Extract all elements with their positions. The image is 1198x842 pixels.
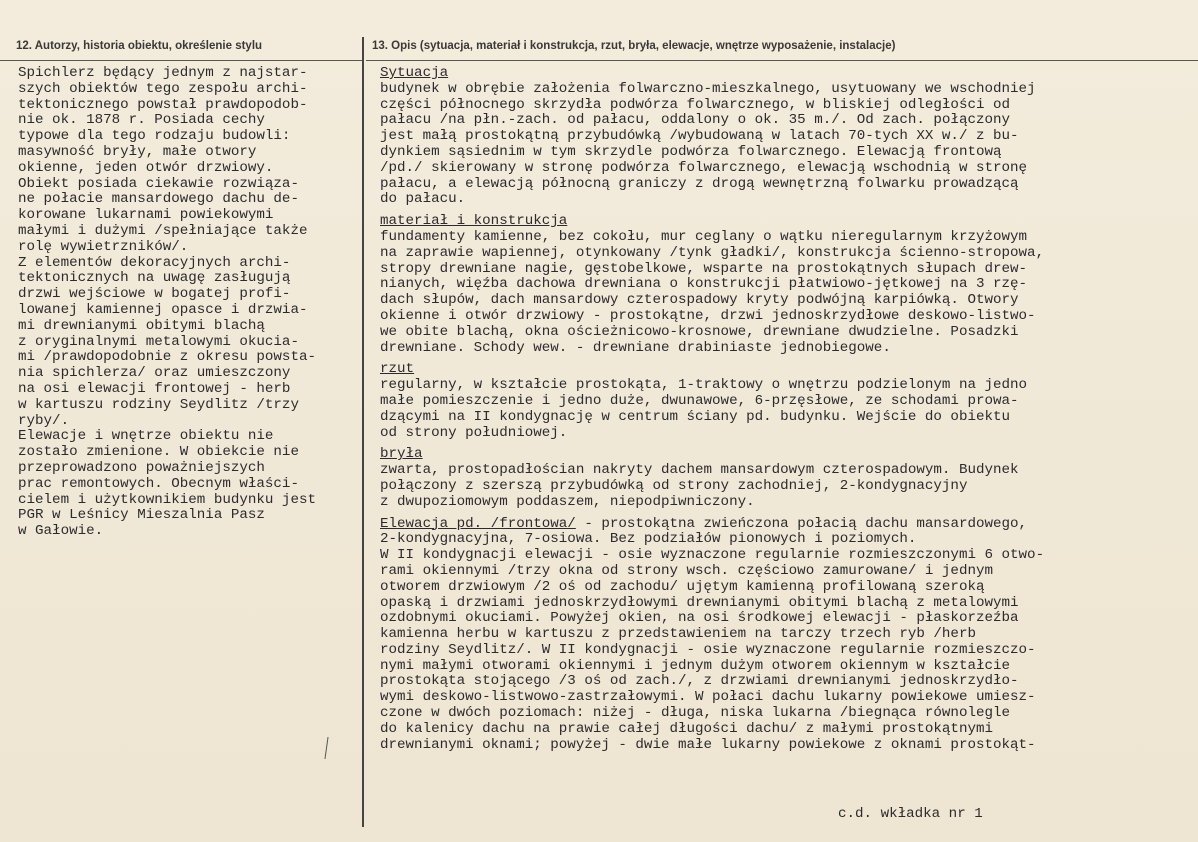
history-line: Elewacje i wnętrze obiektu nie xyxy=(18,429,274,445)
section-heading: materiał i konstrukcja xyxy=(380,214,568,230)
section-line: rami okiennymi /trzy okna od strony wsch. częściowo zamurowane/ i jednym xyxy=(380,563,993,579)
pen-mark xyxy=(324,737,328,759)
section-line: do pałacu. xyxy=(380,192,466,208)
history-line: ne połacie mansardowego dachu de- xyxy=(18,192,299,208)
section-heading-line xyxy=(380,66,1192,82)
continuation-note: c.d. wkładka nr 1 xyxy=(838,806,983,822)
section-line: nymi małymi otworami okiennymi i jednym dużym otworem okiennym w kształcie xyxy=(380,658,1011,674)
header-rule-left xyxy=(0,60,362,61)
section-heading: rzut xyxy=(380,362,415,378)
section-line: ozdobnymi okuciami. Powyżej okien, na osi środkowej elewacji - płaskorzeźba xyxy=(380,611,1019,627)
section-line: części północnego skrzydła podwórza folwarcznego, w bliskiej odległości od xyxy=(380,97,1011,113)
history-line: typowe dla tego rodzaju budowli: xyxy=(18,129,291,145)
history-line: w Gałowie. xyxy=(18,524,104,540)
history-line: drzwi wejściowe w bogatej profi- xyxy=(18,287,291,303)
section-heading-line xyxy=(380,362,1192,378)
section-line: dynkiem sąsiednim w tym skrzydle podwórza folwarcznego. Elewacją frontową xyxy=(380,144,1002,160)
history-line: zostało zmienione. W obiekcie nie xyxy=(18,445,299,461)
history-line: Z elementów dekoracyjnych archi- xyxy=(18,255,291,271)
history-line: lowanej kamiennej opasce i drzwia- xyxy=(18,302,308,318)
history-line: ryby/. xyxy=(18,413,70,429)
history-line: tektonicznych na uwagę zasługują xyxy=(18,271,291,287)
section-line: otworem drzwiowym /2 oś od zachodu/ ujętym kamienną profilowaną szeroką xyxy=(380,579,985,595)
section-line: pałacu /na płn.-zach. od pałacu, oddalony o ok. 35 m./. Od zach. połączony xyxy=(380,113,1011,129)
history-text xyxy=(18,66,358,540)
history-line: nie ok. 1878 r. Posiada cechy xyxy=(18,113,265,129)
section-line: z dwupoziomowym poddaszem, niepodpiwniczony. xyxy=(380,494,755,510)
section-line: dach słupów, dach mansardowy czterospadowy kryty podwójną karpiówką. Otwory xyxy=(380,293,1019,309)
section-line: opaską i drzwiami jednoskrzydłowymi drewnianymi obitymi blachą z metalowymi xyxy=(380,595,1019,611)
history-line: masywność bryły, małe otwory xyxy=(18,144,257,160)
section-line: do kalenicy dachu na prawie całej długości dachu/ z małymi prostokątnymi xyxy=(380,721,993,737)
section-line: /pd./ skierowany w stronę podwórza folwarcznego, elewacją wschodnią w stronę xyxy=(380,160,1028,176)
history-line: PGR w Leśnicy Mieszalnia Pasz xyxy=(18,508,265,524)
history-line: na osi elewacji frontowej - herb xyxy=(18,381,291,397)
section-heading: Elewacja pd. /frontowa/ xyxy=(380,516,576,532)
section-line: drewnianymi oknami; powyżej - dwie małe lukarny powiekowe z oknami prostokąt- xyxy=(380,737,1036,753)
history-line: Obiekt posiada ciekawie rozwiąza- xyxy=(18,176,299,192)
section-line: kamienna herbu w kartuszu z przedstawieniem na tarczy trzech ryb /herb xyxy=(380,627,976,643)
section-line: budynek w obrębie założenia folwarczno-mieszkalnego, usytuowany we wschodniej xyxy=(380,81,1036,97)
section-line: małe pomieszczenie i jedno duże, dwunawowe, 6-przęsłowe, ze schodami prowa- xyxy=(380,393,1019,409)
history-line: z oryginalnymi metalowymi okucia- xyxy=(18,334,299,350)
section-line: zwarta, prostopadłościan nakryty dachem mansardowym czterospadowym. Budynek xyxy=(380,463,1019,479)
column-divider xyxy=(362,37,364,827)
section-line: okienne i otwór drzwiowy - prostokątne, drzwi jednoskrzydłowe deskowo-listwo- xyxy=(380,308,1036,324)
section-line: od strony południowej. xyxy=(380,425,568,441)
history-line: w kartuszu rodziny Seydlitz /trzy xyxy=(18,397,299,413)
history-line: rolę wywietrzników/. xyxy=(18,239,189,255)
history-line: Spichlerz będący jednym z najstar- xyxy=(18,66,308,81)
section-line: rodziny Seydlitz/. W II kondygnacji - osie wyznaczone regularnie rozmieszczo- xyxy=(380,642,1036,658)
history-line: tektonicznego powstał prawdopodob- xyxy=(18,97,308,113)
history-line: prac remontowych. Obecnym właści- xyxy=(18,476,299,492)
history-line: korowane lukarnami powiekowymi xyxy=(18,208,274,224)
section-line: we obite blachą, okna ościeżnicowo-krosnowe, drewniane dwudzielne. Posadzki xyxy=(380,324,1019,340)
section-line: regularny, w kształcie prostokąta, 1-traktowy o wnętrzu podzielonym na jedno xyxy=(380,378,1028,394)
description-text xyxy=(380,66,1192,753)
section-line-inline: - prostokątna zwieńczona połacią dachu mansardowego, xyxy=(575,516,1028,532)
history-line: nia spichlerza/ oraz umieszczony xyxy=(18,366,291,382)
history-line: małymi i dużymi /spełniające także xyxy=(18,223,308,239)
section-line: 2-kondygnacyjna, 7-osiowa. Bez podziałów pionowych i poziomych. xyxy=(380,532,917,548)
section-line: pałacu, a elewacją północną graniczy z drogą wewnętrzną folwarku prowadzącą xyxy=(380,176,1019,192)
section-line: prostokąta stojącego /3 oś od zach./, z drzwiami drewnianymi jednoskrzydło- xyxy=(380,674,1019,690)
section-line: połączony z szerszą przybudówką od strony zachodniej, 2-kondygnacyjny xyxy=(380,478,968,494)
section-line: drewniane. Schody wew. - drewniane drabiniaste jednobiegowe. xyxy=(380,340,891,356)
history-line: cielem i użytkownikiem budynku jest xyxy=(18,492,316,508)
section-line: czone w dwóch poziomach: niżej - długa, niska lukarna /biegnąca równolegle xyxy=(380,706,1011,722)
history-line: przeprowadzono poważniejszych xyxy=(18,460,265,476)
section-line: na zaprawie wapiennej, otynkowany /tynk gładki/, konstrukcja ścienno-stropowa, xyxy=(380,245,1045,261)
section-line: W II kondygnacji elewacji - osie wyznaczone regularnie rozmieszczonymi 6 otwo- xyxy=(380,548,1045,564)
header-authors-history: 12. Autorzy, historia obiektu, określenie stylu xyxy=(16,40,263,52)
section-line: dzącymi na II kondygnację w centrum ściany pd. budynku. Wejście do obiektu xyxy=(380,409,1011,425)
section-heading-line xyxy=(380,214,1192,230)
section-line: nianych, więźba dachowa drewniana o konstrukcji płatwiowo-jętkowej na 3 rzę- xyxy=(380,277,1028,293)
header-rule-right xyxy=(366,60,1198,61)
history-line: mi drewnianymi obitymi blachą xyxy=(18,318,265,334)
section-heading-line xyxy=(380,447,1192,463)
section-heading-line xyxy=(380,517,1192,533)
section-line: wymi deskowo-listwowo-zastrzałowymi. W połaci dachu lukarny powiekowe umiesz- xyxy=(380,690,1036,706)
header-description: 13. Opis (sytuacja, materiał i konstrukcja, rzut, bryła, elewacje, wnętrze wyposażenie, instalacje) xyxy=(372,40,896,52)
section-line: fundamenty kamienne, bez cokołu, mur ceglany o wątku nieregularnym krzyżowym xyxy=(380,229,1028,245)
history-line: szych obiektów tego zespołu archi- xyxy=(18,81,308,97)
section-line: jest małą prostokątną przybudówką /wybudowaną w latach 70-tych XX w./ z bu- xyxy=(380,129,1019,145)
section-heading: bryła xyxy=(380,447,423,463)
history-line: okienne, jeden otwór drzwiowy. xyxy=(18,160,274,176)
section-line: stropy drewniane nagie, gęstobelkowe, wsparte na prostokątnych słupach drew- xyxy=(380,261,1028,277)
section-heading: Sytuacja xyxy=(380,66,449,81)
history-line: mi /prawdopodobnie z okresu powsta- xyxy=(18,350,316,366)
